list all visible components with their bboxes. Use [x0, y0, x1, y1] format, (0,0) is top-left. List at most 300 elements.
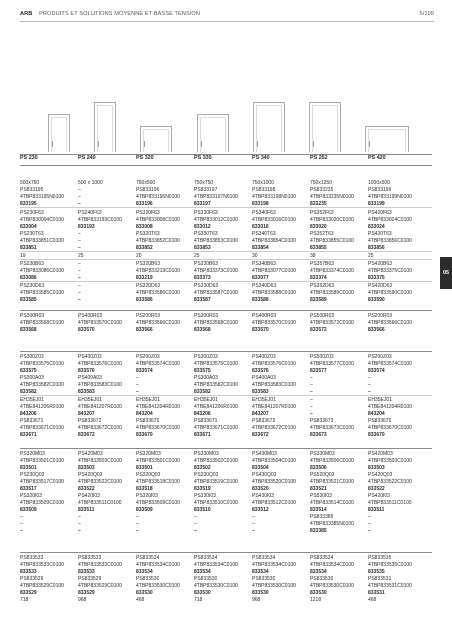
table-cell: 4TBP833577C0100 [310, 361, 354, 367]
table-row [20, 224, 432, 231]
table-cell: 500x750 [20, 180, 40, 186]
table-cell: 833568 [194, 327, 211, 333]
table-cell: 4TBP833534C0100 [194, 562, 238, 568]
table-cell: 833566 [136, 327, 153, 333]
table-cell: PS330F63 [194, 210, 218, 216]
product-name: PS 240 [78, 155, 96, 161]
table-cell: 20 [136, 253, 142, 259]
table-cell: 718 [194, 597, 203, 603]
table-cell: 4TBP833533C0100 [20, 562, 64, 568]
table-row [20, 425, 432, 432]
table-cell: – [78, 231, 81, 237]
table-cell: 833521 [310, 486, 327, 492]
table-cell: 4TBP833670C0100 [368, 425, 412, 431]
table-cell: PS340F63 [252, 210, 276, 216]
table-row [20, 507, 432, 514]
table-cell: 833576 [78, 368, 95, 374]
table-cell: 25 [78, 253, 84, 259]
table-row [20, 354, 432, 361]
table-cell: PS833670 [368, 418, 392, 424]
table-cell: 4TBP833572C0100 [310, 320, 354, 326]
table-cell: 4TBP833517C0100 [20, 479, 64, 485]
table-row [20, 555, 432, 562]
product-name: PS 330 [194, 155, 212, 161]
table-cell: 968 [78, 597, 87, 603]
table-cell: 4TBP833385N0100 [310, 521, 354, 527]
table-cell: 833503 [78, 465, 95, 471]
table-cell: – [252, 521, 255, 527]
enclosure-illustration [140, 126, 172, 152]
table-row [20, 382, 432, 389]
table-cell: PS400R03 [252, 313, 277, 319]
table-cell: 4TBP833020C0100 [310, 217, 354, 223]
table-cell: 4TBP833566C0100 [368, 320, 412, 326]
table-cell: 833024 [368, 224, 385, 230]
table-cell: 833016 [252, 224, 269, 230]
table-cell: 4TBP833670C0100 [136, 425, 180, 431]
table-cell: 25 [194, 253, 200, 259]
table-cell: 833574 [368, 368, 385, 374]
table-cell: 38 [310, 253, 316, 259]
table-cell: 4TBE841206R0100 [20, 404, 64, 410]
table-cell: – [78, 194, 81, 200]
table-row [20, 231, 432, 238]
table-cell: 4TBP833514C0100 [310, 500, 354, 506]
table-cell: PS352F63 [310, 210, 334, 216]
table-cell: – [78, 528, 81, 534]
table-cell: 4TBP833673C0100 [310, 425, 354, 431]
enclosure-illustration [309, 102, 341, 152]
table-cell: 4TBP833574C0100 [136, 361, 180, 367]
table-divider [20, 165, 432, 166]
table-cell: PS420T63 [368, 231, 392, 237]
table-cell: 4TBP833501C0100 [136, 458, 180, 464]
table-cell: 4TBP833086C0100 [20, 268, 64, 274]
table-cell: 30 [252, 253, 258, 259]
table-cell: – [310, 375, 313, 381]
table-cell: PS230F63 [20, 210, 44, 216]
table-row [20, 569, 432, 576]
table-cell: 833004 [20, 224, 37, 230]
table-row [20, 180, 432, 187]
table-cell: PS833530 [252, 576, 276, 582]
table-cell: – [78, 238, 81, 244]
table-cell: 4TBP833570C0100 [252, 320, 296, 326]
table-cell: 833195 [20, 201, 37, 207]
table-cell: – [368, 389, 371, 395]
table-cell: 4TBP833512C0100 [252, 500, 296, 506]
table-cell: 4TBE841204R0100 [136, 404, 180, 410]
table-cell: 833533 [20, 569, 37, 575]
table-row [20, 275, 432, 282]
table-cell: 4TBP833510C0100 [194, 500, 238, 506]
table-cell: 4TBP833533C0100 [78, 562, 122, 568]
table-cell: PS833530 [310, 576, 334, 582]
table-cell: 4TBP833375C0100 [368, 268, 412, 274]
table-cell: 833530 [136, 590, 153, 596]
table-cell: 833529 [78, 590, 95, 596]
table-row [20, 472, 432, 479]
table-cell: PS833529 [78, 576, 102, 582]
table-cell: 833856 [368, 245, 385, 251]
table-cell: 718 [20, 597, 29, 603]
table-cell: 833534 [194, 569, 211, 575]
table-row [20, 313, 432, 320]
table-cell: 4TBP833576C0100 [78, 361, 122, 367]
table-cell: PS240F63 [78, 210, 102, 216]
table-row [20, 368, 432, 375]
table-cell: 833197 [194, 201, 211, 207]
table-cell: 833373 [194, 275, 211, 281]
table-cell: PS200R03 [368, 313, 393, 319]
table-cell: 833534 [252, 569, 269, 575]
table-row [20, 521, 432, 528]
table-cell: 833511 [78, 507, 95, 513]
table-row [20, 590, 432, 597]
table-cell: PS420M03 [368, 451, 393, 457]
product-illustrations [20, 100, 418, 152]
table-cell: EH35EJ01 [252, 397, 276, 403]
table-cell: 4TBE841204R0100 [368, 404, 412, 410]
table-row [20, 486, 432, 493]
table-cell: 4TBP833853C0100 [194, 238, 238, 244]
table-row [20, 201, 432, 208]
table-cell: PS833533 [78, 555, 102, 561]
table-cell: 833566 [368, 327, 385, 333]
table-cell: 833196 [136, 201, 153, 207]
table-row [20, 290, 432, 297]
table-row [20, 238, 432, 245]
table-cell: 833530 [310, 590, 327, 596]
table-cell: PS420B63 [368, 261, 392, 267]
table-cell: 833374 [310, 275, 327, 281]
product-name-row [20, 155, 432, 162]
table-cell: 750x1250 [310, 180, 332, 186]
table-cell: 4TBP833530C0100 [194, 583, 238, 589]
table-cell: 833509 [136, 507, 153, 513]
page-header [20, 11, 434, 21]
table-cell: 4TBP833504C0100 [252, 458, 296, 464]
table-cell: PS833672 [78, 418, 102, 424]
table-cell: PS200Z03 [368, 354, 392, 360]
table-cell: 833522 [78, 486, 95, 492]
table-row [20, 583, 432, 590]
table-cell: 833572 [310, 327, 327, 333]
table-cell: 4TBP830004C0100 [20, 217, 64, 223]
table-cell: – [368, 521, 371, 527]
table-cell: 833503 [368, 465, 385, 471]
table-cell: PS833385 [310, 514, 334, 520]
table-cell: 833522 [368, 486, 385, 492]
table-cell: 833854 [252, 245, 269, 251]
table-cell: 4TBP833197N0100 [194, 194, 238, 200]
table-cell: 4TBP833855C0100 [310, 238, 354, 244]
table-cell: PS420D63 [368, 283, 393, 289]
table-cell: PS833530 [194, 576, 218, 582]
table-cell: 4TBP833077C0100 [252, 268, 296, 274]
table-cell: PS420I03 [368, 493, 390, 499]
product-name: PS 230 [20, 155, 38, 161]
product-name: PS 420 [368, 155, 386, 161]
table-cell: 833570 [252, 327, 269, 333]
table-row [20, 245, 432, 252]
table-cell: 833519 [194, 486, 211, 492]
table-cell: 4TBP833522C0100 [78, 479, 122, 485]
table-cell: PS420F63 [368, 210, 392, 216]
table-cell: 4TBP833583C0100 [252, 382, 296, 388]
table-cell: 4TBP833520C0100 [252, 479, 296, 485]
table-cell: 4TBP833575C0100 [20, 361, 64, 367]
table-cell: 4TBP833586C0100 [136, 290, 180, 296]
table-cell: 833672 [78, 432, 95, 438]
enclosure-illustration [253, 102, 285, 152]
table-cell: 4TBP833374C0100 [310, 268, 354, 274]
enclosure-illustration [365, 126, 409, 152]
table-row [20, 210, 432, 217]
table-cell: 4TBP833012C0100 [194, 217, 238, 223]
table-cell: 4TBP833024C0100 [368, 217, 412, 223]
table-cell: 4TBP833509C0100 [136, 500, 180, 506]
table-cell: PS330Q03 [194, 472, 219, 478]
table-cell: 833199 [368, 201, 385, 207]
table-cell: – [20, 514, 23, 520]
table-cell: PS420M03 [78, 451, 103, 457]
table-row [20, 528, 432, 535]
table-cell: – [78, 268, 81, 274]
product-name: PS 252 [310, 155, 328, 161]
enclosure-illustration [94, 102, 116, 152]
table-cell: PS300Z03 [20, 354, 44, 360]
table-cell: – [368, 382, 371, 388]
table-cell: 4TBP833574C0100 [368, 361, 412, 367]
table-cell: 833534 [136, 569, 153, 575]
table-cell: PS230B63 [20, 261, 44, 267]
table-cell: 833504 [252, 465, 269, 471]
table-cell: 833673 [310, 432, 327, 438]
table-cell: 833385 [310, 528, 327, 534]
table-row [20, 327, 432, 334]
table-cell: 4TBP833856C0100 [368, 238, 412, 244]
table-cell: 833671 [20, 432, 37, 438]
table-cell: PS230D63 [20, 283, 45, 289]
table-row [20, 389, 432, 396]
table-cell: 4TBP833534C0100 [252, 562, 296, 568]
table-cell: 4TBP833672C0100 [78, 425, 122, 431]
table-cell: 833851 [20, 245, 37, 251]
product-name: PS 340 [252, 155, 270, 161]
table-cell: PS200Z03 [136, 354, 160, 360]
enclosure-illustration [197, 114, 229, 152]
table-cell: 833590 [368, 297, 385, 303]
table-cell: PS833535 [368, 555, 392, 561]
table-cell: 4TBP833509C0100 [20, 500, 64, 506]
table-cell: 4TBP833588C0100 [252, 290, 296, 296]
table-cell: PS400Z03 [78, 354, 102, 360]
table-cell: 833012 [194, 224, 211, 230]
table-cell: 4TBP833219C0100 [136, 268, 180, 274]
table-row [20, 493, 432, 500]
table-cell: PS833198 [252, 187, 276, 193]
table-cell: 4TBP833671C0100 [194, 425, 238, 431]
table-cell: PS300R03 [194, 313, 219, 319]
table-cell: – [78, 187, 81, 193]
table-cell: PS320D63 [136, 283, 161, 289]
table-cell: 4TBP833518C0100 [136, 479, 180, 485]
table-cell: PS352D63 [310, 283, 335, 289]
table-cell: 19 [20, 253, 26, 259]
table-cell: 833534 [310, 569, 327, 575]
table-cell: – [136, 521, 139, 527]
table-cell: PS330B63 [194, 261, 218, 267]
table-cell: 833852 [136, 245, 153, 251]
table-cell: 833511 [368, 507, 385, 513]
table-cell: 833588 [252, 297, 269, 303]
table-cell: 833198 [252, 201, 269, 207]
table-cell: PS833197 [194, 187, 218, 193]
table-cell: 833020 [310, 224, 327, 230]
table-cell: 4TBP833575C0100 [194, 361, 238, 367]
table-cell: PS357B63 [310, 261, 334, 267]
table-cell: – [194, 514, 197, 520]
table-cell: 4TBP833529C0100 [20, 583, 64, 589]
table-cell: 833575 [194, 368, 211, 374]
table-row [20, 418, 432, 425]
table-cell: 4TBP833672C0100 [252, 425, 296, 431]
table-cell: 500 x 1000 [78, 180, 103, 186]
table-cell: 833672 [252, 432, 269, 438]
table-cell: 468 [136, 597, 145, 603]
table-cell: 4TBP833585C0100 [20, 290, 64, 296]
table-row [20, 451, 432, 458]
table-cell: PS300A03 [20, 375, 44, 381]
table-cell: PS833235 [310, 187, 334, 193]
table-cell: 4TBP833854C0100 [252, 238, 296, 244]
table-cell: 4TBP833851C0100 [20, 238, 64, 244]
table-cell: 750x500 [136, 180, 156, 186]
table-cell: PS320M03 [136, 451, 161, 457]
table-cell: 4TBP833519C0100 [194, 479, 238, 485]
table-cell: 833853 [194, 245, 211, 251]
table-cell: 833586 [136, 297, 153, 303]
table-cell: – [20, 528, 23, 534]
table-cell: EH35EJ01 [136, 397, 160, 403]
table-cell: 833531 [368, 590, 385, 596]
table-cell: – [78, 275, 81, 281]
table-cell: 4TBP833852C0100 [136, 238, 180, 244]
table-cell: PS320I03 [20, 493, 42, 499]
table-cell: 843204 [368, 411, 385, 417]
table-cell: 4TBP833530C0100 [252, 583, 296, 589]
table-cell: 4TBP833566C0100 [136, 320, 180, 326]
table-cell: 4TBP833590C0100 [368, 290, 412, 296]
table-cell: 833529 [20, 590, 37, 596]
table-cell: 4TBP833016C0100 [252, 217, 296, 223]
table-cell: – [310, 382, 313, 388]
table-cell: PS300R03 [20, 313, 45, 319]
table-cell: – [78, 521, 81, 527]
table-cell: EH35EJ01 [20, 397, 44, 403]
table-cell: 4TBP833530C0100 [310, 583, 354, 589]
table-cell: 4TBE841207R0100 [78, 404, 122, 410]
table-cell: 4TBP833193C0100 [78, 217, 122, 223]
table-cell: – [78, 290, 81, 296]
table-cell: – [136, 382, 139, 388]
header-divider [20, 21, 434, 22]
table-cell: 4TBP833587C0100 [194, 290, 238, 296]
table-cell: PS833529 [20, 576, 44, 582]
table-cell: 4TBP833199N0100 [368, 194, 412, 200]
table-row [20, 283, 432, 290]
table-cell: 4TBP833535C0100 [368, 562, 412, 568]
table-cell: 833235 [310, 201, 327, 207]
table-cell: – [136, 528, 139, 534]
table-row [20, 597, 432, 604]
table-cell: PS330T63 [194, 231, 218, 237]
table-row [20, 253, 432, 260]
table-cell: – [78, 283, 81, 289]
table-cell: 833219 [136, 275, 153, 281]
table-row [20, 194, 432, 201]
table-cell: 833574 [136, 368, 153, 374]
page-number: 5/109 [419, 11, 434, 17]
table-cell: 833008 [136, 224, 153, 230]
table-cell: PS330M03 [310, 451, 335, 457]
table-cell: PS833534 [310, 555, 334, 561]
table-row [20, 500, 432, 507]
table-cell: PS320M03 [20, 451, 45, 457]
table-cell: – [78, 514, 81, 520]
table-cell: EH35EJ01 [78, 397, 102, 403]
table-cell: – [252, 514, 255, 520]
table-cell: 4TBP833530C0100 [136, 583, 180, 589]
table-cell: – [136, 389, 139, 395]
table-cell: – [194, 521, 197, 527]
table-cell: PS520Q03 [310, 472, 335, 478]
table-cell: PS833530 [136, 576, 160, 582]
table-cell: PS833533 [20, 555, 44, 561]
table-row [20, 458, 432, 465]
table-cell: PS833672 [252, 418, 276, 424]
table-cell: PS340B63 [252, 261, 276, 267]
table-cell: 468 [368, 597, 377, 603]
table-cell: 750x750 [194, 180, 214, 186]
table-cell: – [252, 528, 255, 534]
section-divider [20, 310, 432, 311]
table-cell: 833587 [194, 297, 211, 303]
table-cell: 843207 [252, 411, 269, 417]
table-cell: – [368, 375, 371, 381]
table-row [20, 479, 432, 486]
table-cell: 4TBP833534C0100 [136, 562, 180, 568]
table-cell: PS320B63 [136, 261, 160, 267]
table-row [20, 187, 432, 194]
table-cell: 4TBP833568C0100 [194, 320, 238, 326]
table-cell: PS320F63 [136, 210, 160, 216]
table-cell: 833568 [20, 327, 37, 333]
table-cell: 833517 [20, 486, 37, 492]
table-cell: 833193 [78, 224, 95, 230]
table-row [20, 465, 432, 472]
table-row [20, 562, 432, 569]
table-cell: 833512 [252, 507, 269, 513]
table-cell: 4TBP833534C0100 [310, 562, 354, 568]
table-row [20, 375, 432, 382]
table-cell: – [310, 397, 313, 403]
table-cell: 833582 [194, 389, 211, 395]
table-cell: PS420Q03 [368, 472, 393, 478]
table-cell: 833077 [252, 275, 269, 281]
table-cell: PS833534 [252, 555, 276, 561]
